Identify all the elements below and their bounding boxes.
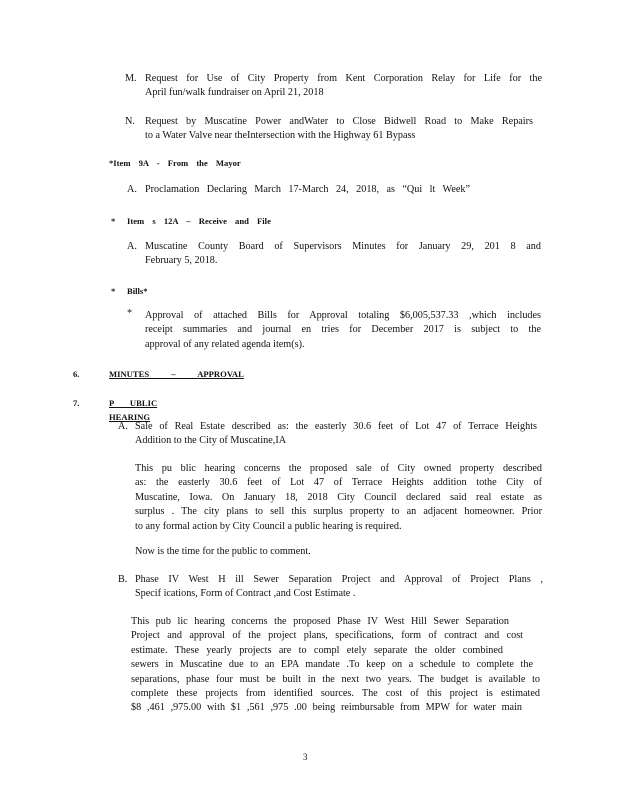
hearing-b-para-line: $8 ,461 ,975.00 with $1 ,561 ,975 .00 being reimbursable from MPW for water main: [131, 702, 522, 714]
item-12a-line2: February 5, 2018.: [145, 255, 218, 267]
hearing-a-label: A.: [118, 421, 128, 432]
item-9a-sub-label: A.: [127, 184, 137, 195]
item-12a-heading: Item s 12A – Receive and File: [127, 216, 271, 226]
hearing-a-comment: Now is the time for the public to comment.: [135, 546, 311, 557]
item-m-line2: April fun/walk fundraiser on April 21, 2018: [145, 87, 324, 99]
hearing-b-para-line: This pub lic hearing concerns the proposed Phase IV West Hill Sewer Separation: [131, 616, 509, 627]
bills-heading: Bills*: [127, 286, 148, 296]
section-6-title: MINUTES – APPROVAL: [109, 369, 244, 379]
item-12a-line1: Muscatine County Board of Supervisors Minutes for January 29, 201 8 and: [145, 241, 541, 252]
hearing-a-para-line: This pu blic hearing concerns the proposed sale of City owned property described: [135, 463, 542, 474]
hearing-a-para-line: surplus . The city plans to sell this surplus property to an adjacent homeowner. Prior: [135, 506, 542, 518]
hearing-a-line1: Sale of Real Estate described as: the easterly 30.6 feet of Lot 47 of Terrace Heights: [135, 421, 537, 432]
item-9a-sub-wrap: [145, 183, 470, 197]
page-number: 3: [303, 752, 308, 762]
hearing-b-para-line: sewers in Muscatine due to an EPA mandate .To keep on a schedule to complete the: [131, 659, 533, 671]
item-9a-sub-text: Proclamation Declaring March 17-March 24, 2018, as “Qui lt Week”: [145, 184, 470, 195]
section-7-title: P UBLIC HEARING: [109, 398, 158, 423]
hearing-a-para-line: Muscatine, Iowa. On January 18, 2018 City Council declared said real estate as: [135, 491, 542, 503]
bills-bullet: *: [127, 308, 133, 319]
item-n-line1: Request by Muscatine Power andWater to Close Bidwell Road to Make Repairs: [145, 116, 533, 127]
item-m-line1: Request for Use of City Property from Kent Corporation Relay for Life for the: [145, 73, 542, 84]
item-m-text: [145, 72, 542, 101]
item-12a-text: [145, 240, 541, 269]
section-6-number: 6.: [73, 369, 80, 379]
item-12a-star: *: [111, 216, 116, 226]
hearing-a-para-line: to any formal action by City Council a public hearing is required.: [135, 520, 402, 532]
hearing-a-paragraph: [135, 462, 542, 534]
bills-line2: receipt summaries and journal en tries for December 2017 is subject to the: [145, 324, 541, 336]
item-n-label: N.: [125, 116, 135, 127]
hearing-b-para-line: complete these projects from identified sources. The cost of this project is estimated: [131, 688, 540, 700]
hearing-b-paragraph: [131, 615, 540, 716]
bills-text: [145, 309, 541, 352]
hearing-a-para-line: as: the easterly 30.6 feet of Lot 47 of Terrace Heights addition tothe City of: [135, 477, 542, 489]
hearing-b-label: B.: [118, 574, 128, 585]
item-9a-heading: *Item 9A - From the Mayor: [109, 158, 241, 168]
item-m-label: M.: [125, 73, 137, 84]
item-n-line2: to a Water Valve near theIntersection with the Highway 61 Bypass: [145, 130, 416, 142]
hearing-b-line1: Phase IV West H ill Sewer Separation Project and Approval of Project Plans ,: [135, 574, 543, 585]
hearing-b-title: [135, 573, 543, 602]
item-n-text: [145, 115, 533, 144]
hearing-b-line2: Specif ications, Form of Contract ,and Cost Estimate .: [135, 588, 356, 600]
section-7-number: 7.: [73, 398, 80, 408]
bills-star: *: [111, 286, 116, 296]
hearing-b-para-line: estimate. These yearly projects are to compl etely separate the older combined: [131, 644, 503, 656]
hearing-b-para-line: separations, phase four must be built in the next two years. The budget is available to: [131, 673, 540, 685]
bills-line1: Approval of attached Bills for Approval totaling $6,005,537.33 ,which includes: [145, 310, 541, 321]
hearing-a-title: [135, 420, 537, 449]
bills-line3: approval of any related agenda item(s).: [145, 338, 305, 350]
hearing-a-line2: Addition to the City of Muscatine,IA: [135, 435, 287, 447]
hearing-b-para-line: Project and approval of the project plans, specifications, form of contract and cost: [131, 630, 523, 642]
item-12a-sub-label: A.: [127, 241, 137, 252]
